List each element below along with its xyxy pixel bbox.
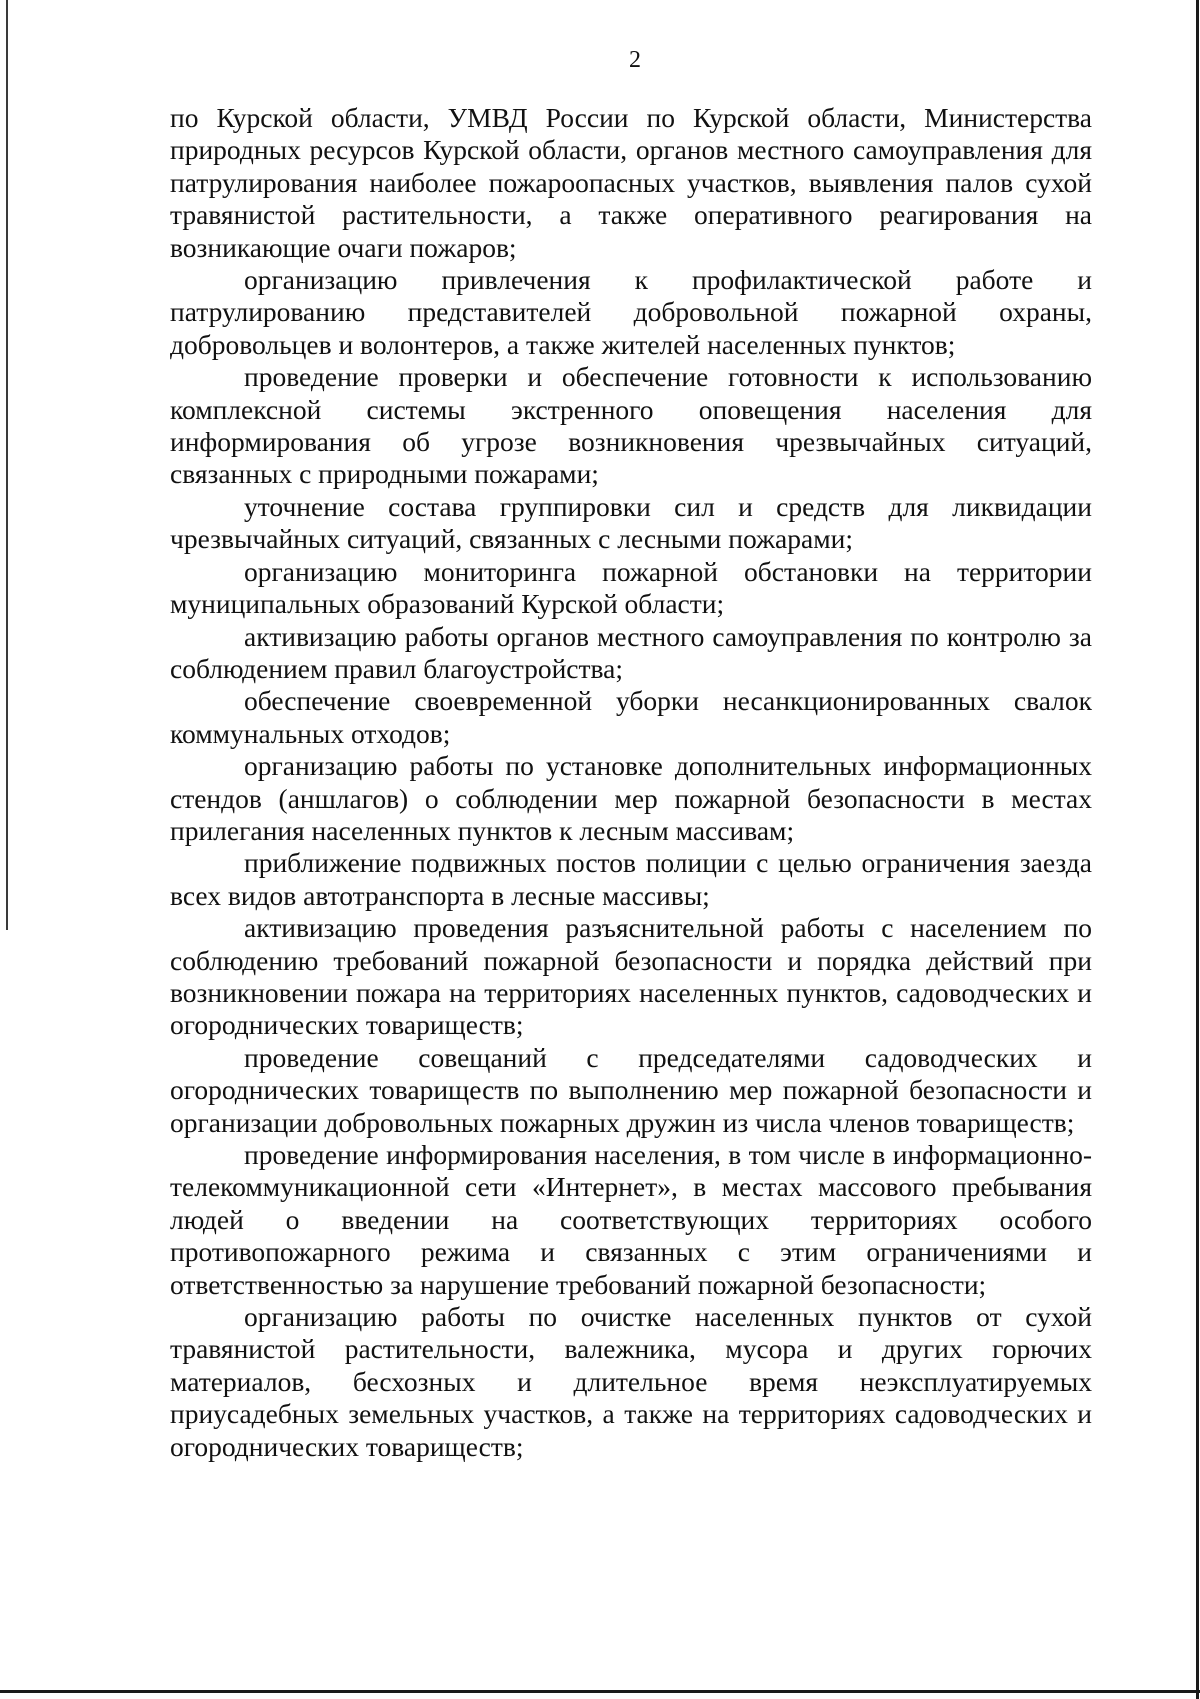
paragraph-forces-grouping: уточнение состава группировки сил и средств для ликвидации чрезвычайных ситуаций, связанных с лесными пожарами; [170,490,1092,555]
paragraph-continuation: по Курской области, УМВД России по Курской области, Министерства природных ресурсов Курской области, органов местного самоуправления для патрулирования наиболее пожароопасных участков, выявления палов сухой травянистой растительности, а также оперативного реагирования на возникающие очаги пожаров; [170,102,1092,263]
paragraph-public-informing: проведение информирования населения, в том числе в информационно-телекоммуникационной сети «Интернет», в местах массового пребывания людей о введении на соответствующих территориях особого противопожарного режима и связанных с этим ограничениями и ответственностью за нарушение требований пожарной безопасности; [170,1139,1092,1300]
scan-edge-bottom [0,1690,1200,1693]
paragraph-warning-system-check: проведение проверки и обеспечение готовности к использованию комплексной системы экстренного оповещения населения для информирования об угрозе возникновения чрезвычайных ситуаций, связанных с природными пожарами; [170,361,1092,490]
page-number: 2 [629,47,641,73]
paragraph-info-stands: организацию работы по установке дополнительных информационных стендов (аншлагов) о соблюдении мер пожарной безопасности в местах прилегания населенных пунктов к лесным массивам; [170,750,1092,846]
paragraph-dump-cleanup: обеспечение своевременной уборки несанкционированных свалок коммунальных отходов; [170,685,1092,749]
scan-edge-left [6,0,8,930]
paragraph-volunteer-patrols: организацию привлечения к профилактической работе и патрулированию представителей добровольной пожарной охраны, добровольцев и волонтеров, а также жителей населенных пунктов; [170,264,1092,360]
document-body [170,102,1092,1463]
scan-edge-right [1196,0,1199,1699]
paragraph-fire-monitoring: организацию мониторинга пожарной обстановки на территории муниципальных образований Курской области; [170,555,1092,620]
paragraph-vegetation-clearing: организацию работы по очистке населенных пунктов от сухой травянистой растительности, валежника, мусора и других горючих материалов, бесхозных и длительное время неэксплуатируемых приусадебных земельных участков, а также на территориях садоводческих и огороднических товариществ; [170,1301,1092,1462]
paragraph-landscaping-control: активизацию работы органов местного самоуправления по контролю за соблюдением правил благоустройства; [170,620,1092,684]
paragraph-garden-meetings: проведение совещаний с председателями садоводческих и огороднических товариществ по выполнению мер пожарной безопасности и организации добровольных пожарных дружин из числа членов товариществ; [170,1041,1092,1138]
paragraph-public-outreach: активизацию проведения разъяснительной работы с населением по соблюдению требований пожарной безопасности и порядка действий при возникновении пожара на территориях населенных пунктов, садоводческих и огороднических товариществ; [170,912,1092,1041]
paragraph-police-posts: приближение подвижных постов полиции с целью ограничения заезда всех видов автотранспорта в лесные массивы; [170,847,1092,911]
